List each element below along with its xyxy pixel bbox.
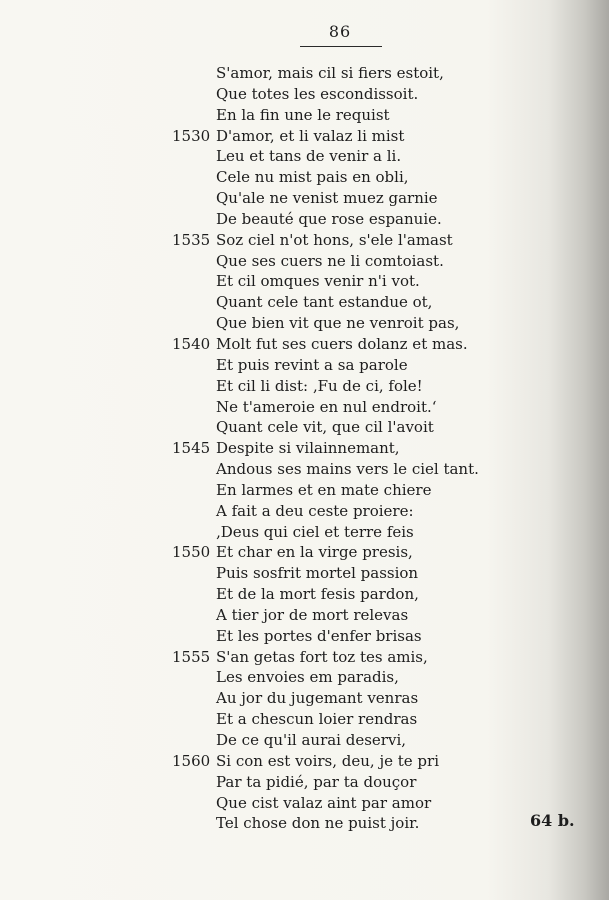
- verse-text: Puis sosfrit mortel passion: [216, 564, 419, 583]
- verse-text: Tel chose don ne puist joir.: [216, 814, 420, 833]
- verse-line: [0, 167, 609, 188]
- verse-line: [0, 63, 609, 84]
- verse-line: [0, 459, 609, 480]
- verse-line: [0, 730, 609, 751]
- verse-text: Et cil omques venir n'i vot.: [216, 272, 420, 291]
- verse-text: Andous ses mains vers le ciel tant.: [216, 460, 479, 479]
- verse-line: [0, 688, 609, 709]
- verse-line: [0, 376, 609, 397]
- verse-line: [0, 751, 609, 772]
- verse-line: [0, 605, 609, 626]
- verse-line: [0, 292, 609, 313]
- verse-text: S'amor, mais cil si fiers estoit,: [216, 64, 444, 82]
- verse-line: [0, 334, 609, 355]
- verse-line: [0, 480, 609, 501]
- verse-text: A tier jor de mort relevas: [216, 605, 409, 624]
- line-number: 1550: [172, 543, 211, 562]
- line-number: 1545: [172, 439, 211, 458]
- verse-text: Despite si vilainnemant,: [216, 439, 400, 458]
- verse-text: Ne t'ameroie en nul endroit.‘: [216, 397, 437, 416]
- verse-text: Et les portes d'enfer brisas: [216, 626, 422, 645]
- verse-line: [0, 626, 609, 647]
- verse-line: [0, 313, 609, 334]
- line-number: 1530: [172, 126, 211, 145]
- verse-line: [0, 438, 609, 459]
- verse-line: [0, 647, 609, 668]
- verse-line: [0, 188, 609, 209]
- verse-text: Et char en la virge presis,: [216, 543, 413, 562]
- verse-line: [0, 542, 609, 563]
- verse-text: Quant cele vit, que cil l'avoit: [216, 418, 434, 437]
- verse-line: [0, 584, 609, 605]
- verse-line: [0, 84, 609, 105]
- verse-line: [0, 563, 609, 584]
- verse-text: Cele nu mist pais en obli,: [216, 168, 409, 187]
- line-number: 1560: [172, 751, 211, 770]
- verse-text: Soz ciel n'ot hons, s'ele l'amast: [216, 230, 453, 249]
- verse-line: [0, 105, 609, 126]
- header-rule: [300, 46, 382, 47]
- verse-text: Et puis revint a sa parole: [216, 355, 408, 374]
- verse-line: [0, 813, 609, 834]
- verse-text: S'an getas fort toz tes amis,: [216, 647, 428, 666]
- verse-line: [0, 271, 609, 292]
- verse-text: A fait a deu ceste proiere:: [216, 501, 414, 520]
- verse-text: Molt fut ses cuers dolanz et mas.: [216, 334, 468, 353]
- verse-line: [0, 522, 609, 543]
- verse-list: [0, 63, 609, 834]
- verse-text: Par ta pidié, par ta douçor: [216, 772, 417, 791]
- verse-text: En la fin une le requist: [216, 105, 390, 124]
- verse-line: [0, 209, 609, 230]
- page-number: 86: [328, 22, 352, 41]
- verse-line: [0, 397, 609, 418]
- verse-text: De beauté que rose espanuie.: [216, 209, 442, 228]
- verse-line: [0, 417, 609, 438]
- verse-text: Au jor du jugemant venras: [216, 689, 419, 708]
- line-number: 1540: [172, 334, 211, 353]
- verse-line: [0, 667, 609, 688]
- verse-text: Leu et tans de venir a li.: [216, 147, 402, 166]
- verse-text: D'amor, et li valaz li mist: [216, 126, 405, 145]
- verse-line: [0, 355, 609, 376]
- verse-text: Et a chescun loier rendras: [216, 710, 418, 729]
- verse-line: [0, 126, 609, 147]
- line-number: 1535: [172, 230, 211, 249]
- verse-line: [0, 251, 609, 272]
- verse-text: Qu'ale ne venist muez garnie: [216, 189, 438, 208]
- verse-text: Et de la mort fesis pardon,: [216, 585, 419, 604]
- verse-text: Que ses cuers ne li comtoiast.: [216, 251, 444, 270]
- verse-text: Que bien vit que ne venroit pas,: [216, 314, 460, 333]
- verse-line: [0, 772, 609, 793]
- verse-line: [0, 230, 609, 251]
- verse-text: Les envoies em paradis,: [216, 668, 399, 687]
- verse-line: [0, 793, 609, 814]
- verse-text: Si con est voirs, deu, je te pri: [216, 751, 439, 770]
- line-number: 1555: [172, 647, 211, 666]
- verse-text: ‚Deus qui ciel et terre feis: [216, 522, 414, 541]
- verse-text: Que totes les escondissoit.: [216, 84, 419, 103]
- verse-text: En larmes et en mate chiere: [216, 480, 432, 499]
- verse-text: Que cist valaz aint par amor: [216, 793, 432, 812]
- verse-text: Quant cele tant estandue ot,: [216, 293, 433, 312]
- verse-text: Et cil li dist: ‚Fu de ci, fole!: [216, 376, 423, 395]
- folio-mark: 64 b.: [530, 811, 575, 830]
- verse-line: [0, 146, 609, 167]
- verse-line: [0, 501, 609, 522]
- verse-line: [0, 709, 609, 730]
- verse-text: De ce qu'il aurai deservi,: [216, 731, 407, 749]
